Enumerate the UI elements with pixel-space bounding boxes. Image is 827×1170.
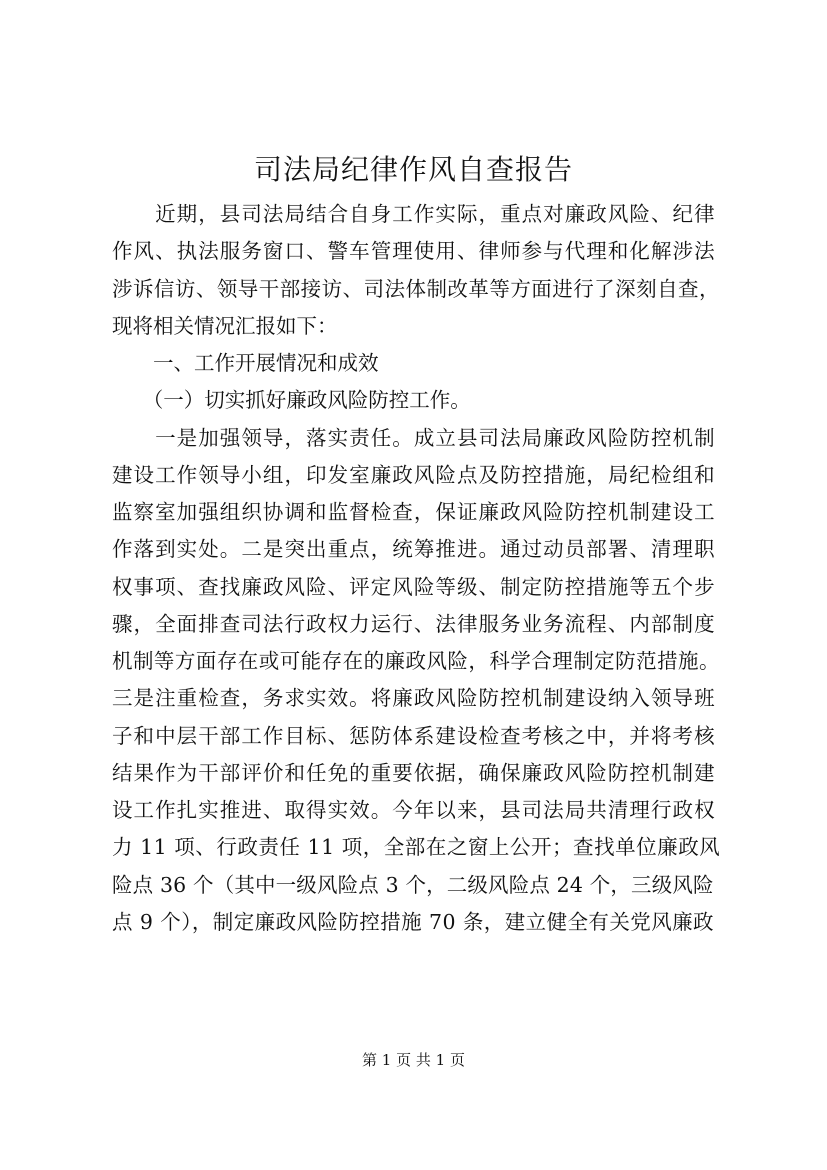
subsection-heading: （一）切实抓好廉政风险防控工作。: [112, 388, 471, 413]
body-line: 权事项、查找廉政风险、评定风险等级、制定防控措施等五个步: [112, 574, 716, 599]
body-line: 近期，县司法局结合自身工作实际，重点对廉政风险、纪律: [112, 202, 716, 226]
section-heading: 一、工作开展情况和成效: [112, 351, 379, 375]
body-line: 子和中层干部工作目标、惩防体系建设检查考核之中，并将考核: [112, 723, 716, 748]
body-line: 力 11 项、行政责任 11 项，全部在之窗上公开；查找单位廉政风: [112, 835, 721, 860]
body-line: 现将相关情况汇报如下：: [112, 313, 338, 338]
body-line: 结果作为干部评价和任免的重要依据，确保廉政风险防控机制建: [112, 760, 716, 785]
body-line: 设工作扎实推进、取得实效。今年以来，县司法局共清理行政权: [112, 798, 716, 822]
body-line: 作风、执法服务窗口、警车管理使用、律师参与代理和化解涉法: [112, 239, 716, 264]
body-line: 点 9 个），制定廉政风险防控措施 70 条，建立健全有关党风廉政: [112, 909, 714, 934]
page-footer: 第 1 页 共 1 页: [362, 1051, 465, 1069]
body-line: 险点 36 个（其中一级风险点 3 个，二级风险点 24 个，三级风险: [112, 872, 714, 897]
body-line: 机制等方面存在或可能存在的廉政风险，科学合理制定防范措施。: [112, 649, 720, 673]
body-line: 作落到实处。二是突出重点，统筹推进。通过动员部署、清理职: [112, 537, 716, 562]
body-line: 三是注重检查，务求实效。将廉政风险防控机制建设纳入领导班: [112, 686, 716, 711]
body-line: 建设工作领导小组，印发室廉政风险点及防控措施，局纪检组和: [112, 462, 716, 487]
body-line: 骤，全面排查司法行政权力运行、法律服务业务流程、内部制度: [112, 611, 716, 636]
body-line: 涉诉信访、领导干部接访、司法体制改革等方面进行了深刻自查，: [112, 276, 720, 301]
document-title: 司法局纪律作风自查报告: [253, 153, 573, 186]
body-line: 一是加强领导，落实责任。成立县司法局廉政风险防控机制: [112, 425, 716, 450]
body-line: 监察室加强组织协调和监督检查，保证廉政风险防控机制建设工: [112, 500, 716, 524]
document-body: [112, 196, 720, 941]
